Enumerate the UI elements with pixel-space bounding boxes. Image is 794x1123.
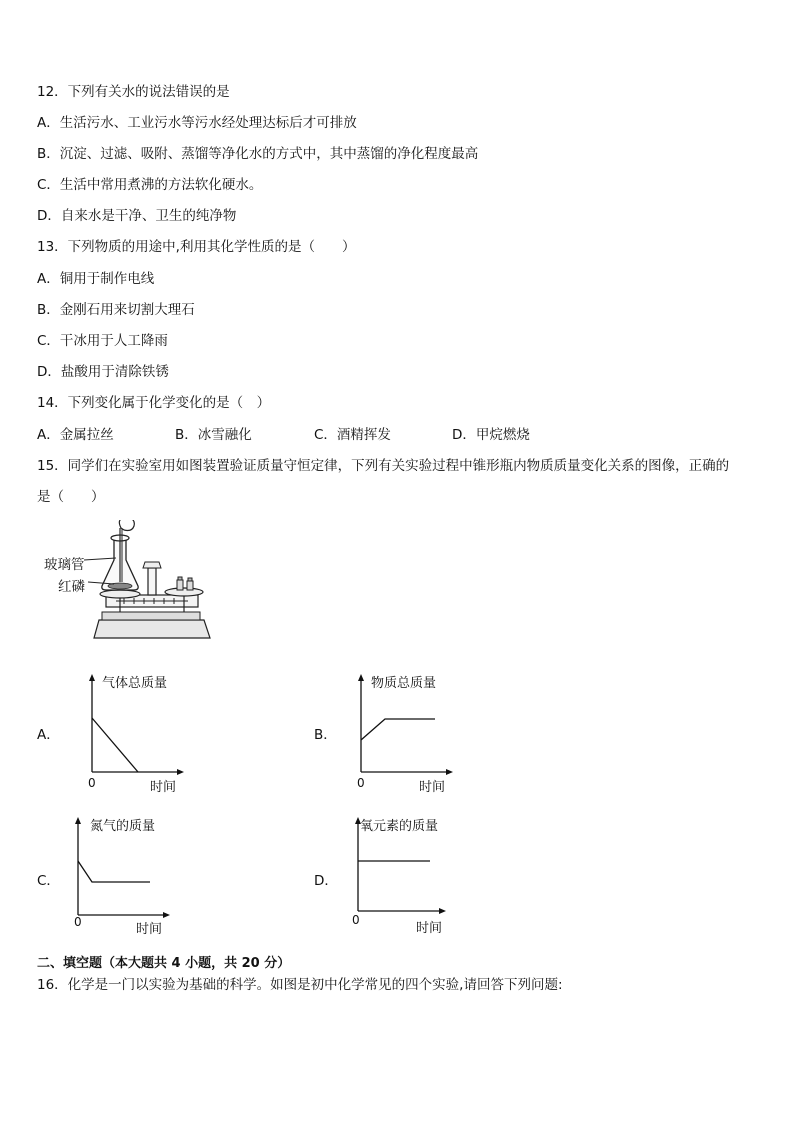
q13-option-a: A．铜用于制作电线 xyxy=(37,271,155,287)
q15-stem-line2: 是（ ） xyxy=(37,489,105,505)
q14-options xyxy=(37,427,757,443)
label-red-phosphorus: 红磷 xyxy=(58,579,85,595)
graph-d-letter: D． xyxy=(314,873,338,889)
q15-stem-line1: 15．同学们在实验室用如图装置验证质量守恒定律，下列有关实验过程中锥形瓶内物质质量变化关系的图像，正确的 xyxy=(37,458,730,474)
graph-b-xlabel: 时间 xyxy=(419,780,446,795)
q14-option-c: C．酒精挥发 xyxy=(314,427,391,443)
q12-option-d: D．自来水是干净、卫生的纯净物 xyxy=(37,208,237,224)
graph-c-letter: C． xyxy=(37,873,60,889)
graph-d-ylabel: 氧元素的质量 xyxy=(360,819,439,834)
q14-stem: 14．下列变化属于化学变化的是（ ） xyxy=(37,395,271,411)
q13-option-b: B．金刚石用来切割大理石 xyxy=(37,302,195,318)
graph-b-origin: 0 xyxy=(357,776,365,790)
q12-option-b: B．沉淀、过滤、吸附、蒸馏等净化水的方式中，其中蒸馏的净化程度最高 xyxy=(37,146,479,162)
graph-c-curve xyxy=(78,861,150,882)
graph-b xyxy=(353,672,463,795)
graph-a-y-arrow xyxy=(89,674,95,681)
graph-b-letter: B． xyxy=(314,727,337,743)
graph-b-ylabel: 物质总质量 xyxy=(371,676,437,691)
graph-a-letter: A． xyxy=(37,727,60,743)
q13-option-c: C．干冰用于人工降雨 xyxy=(37,333,168,349)
graph-d-xlabel: 时间 xyxy=(416,921,443,936)
q12-stem: 12．下列有关水的说法错误的是 xyxy=(37,84,230,100)
q13-option-d: D．盐酸用于清除铁锈 xyxy=(37,364,169,380)
graph-d xyxy=(350,815,460,935)
section-heading: 二、填空题（本大题共 4 小题，共 20 分） xyxy=(37,956,291,971)
graph-c-xlabel: 时间 xyxy=(136,922,163,937)
graph-d-origin: 0 xyxy=(352,913,360,927)
graph-b-curve xyxy=(361,719,435,740)
graph-c-ylabel: 氮气的质量 xyxy=(90,819,156,834)
q16-stem: 16．化学是一门以实验为基础的科学。如图是初中化学常见的四个实验,请回答下列问题: xyxy=(37,977,563,993)
graph-a-origin: 0 xyxy=(88,776,96,790)
graph-c xyxy=(70,815,180,935)
graph-a-curve xyxy=(92,718,138,772)
graph-a-x-arrow xyxy=(177,769,184,775)
graph-a-xlabel: 时间 xyxy=(150,780,177,795)
q12-option-c: C．生活中常用煮沸的方法软化硬水。 xyxy=(37,177,263,193)
graph-a xyxy=(84,672,194,795)
graph-a-ylabel: 气体总质量 xyxy=(102,676,168,691)
q13-stem: 13．下列物质的用途中,利用其化学性质的是（ ） xyxy=(37,239,356,255)
label-glass-tube: 玻璃管 xyxy=(44,557,85,573)
q14-option-a: A．金属拉丝 xyxy=(37,427,114,443)
balance-apparatus-illustration xyxy=(44,520,214,645)
q12-option-a: A．生活污水、工业污水等污水经处理达标后才可排放 xyxy=(37,115,357,131)
q14-option-b: B．冰雪融化 xyxy=(175,427,252,443)
graph-c-origin: 0 xyxy=(74,915,82,929)
q14-option-d: D．甲烷燃烧 xyxy=(452,427,530,443)
